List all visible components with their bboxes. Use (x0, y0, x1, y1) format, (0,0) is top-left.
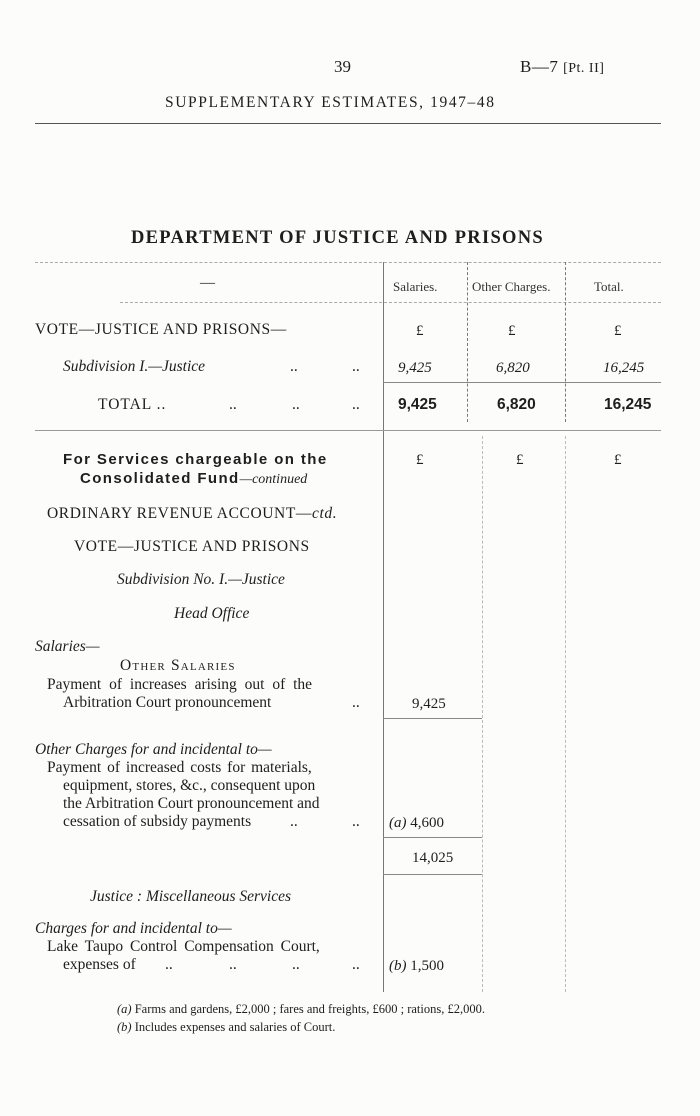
department-title: DEPARTMENT OF JUSTICE AND PRISONS (131, 228, 544, 248)
leader-dots: .. (352, 358, 360, 375)
summary-vote-title: VOTE—JUSTICE AND PRISONS— (35, 321, 287, 338)
total-total: 16,245 (604, 396, 652, 413)
leader-dots: .. (292, 396, 300, 413)
leader-dots: .. (290, 358, 298, 375)
leader-dots: .. (352, 396, 360, 413)
other-charges-amount (389, 815, 444, 832)
reference-prefix: B—7 (520, 57, 559, 76)
footnote-ref-b: (b) (389, 958, 407, 974)
total-rule (383, 382, 661, 383)
footnote-ref-a: (a) (389, 815, 407, 831)
account-ctd: ctd. (312, 505, 338, 522)
leader-dots: .. (352, 813, 360, 830)
subtotal-underline (383, 874, 482, 875)
other-charges-line2: equipment, stores, &c., consequent upon (63, 777, 316, 794)
running-title: SUPPLEMENTARY ESTIMATES, 1947–48 (165, 94, 496, 111)
document-reference (520, 57, 604, 77)
footnote-b (117, 1020, 335, 1035)
misc-value: 1,500 (410, 958, 444, 974)
other-charges-value: 4,600 (410, 815, 444, 831)
column-divider-lower-1 (482, 436, 483, 992)
col-head-salaries: Salaries. (393, 279, 438, 294)
page-number: 39 (334, 57, 351, 76)
footnote-a-text: Farms and gardens, £2,000 ; fares and freights, £600 ; rations, £2,000. (134, 1002, 485, 1016)
column-divider-total (565, 262, 566, 422)
leader-dots: .. (165, 956, 173, 973)
detail-subdivision: Subdivision No. I.—Justice (117, 571, 285, 588)
misc-item-line1: Lake Taupo Control Compensation Court, (47, 938, 320, 955)
leader-dots: .. (229, 956, 237, 973)
consolidated-fund: Consolidated Fund (80, 470, 240, 487)
table-top-rule (35, 262, 661, 263)
salaries-underline (383, 718, 482, 719)
other-charges-line3: the Arbitration Court pronouncement and (63, 795, 320, 812)
col-head-total: Total. (594, 279, 624, 294)
currency-salaries: £ (416, 323, 424, 339)
summary-subdivision-label: Subdivision I.—Justice (63, 358, 206, 375)
reference-part: [Pt. II] (563, 61, 605, 76)
misc-heading: Justice : Miscellaneous Services (90, 888, 291, 905)
column-divider-other (467, 262, 468, 422)
detail-vote-title: VOTE—JUSTICE AND PRISONS (74, 538, 310, 555)
detail-currency-other: £ (516, 452, 524, 468)
subdivision-salaries: 9,425 (398, 360, 432, 376)
detail-currency-salaries: £ (416, 452, 424, 468)
account-title (47, 505, 337, 523)
leader-dots: .. (352, 956, 360, 973)
other-charges-line4: cessation of subsidy payments (63, 813, 252, 830)
footnote-a (117, 1002, 485, 1017)
detail-heading-line2 (80, 470, 307, 488)
other-salaries-heading: Other Salaries (120, 657, 236, 674)
total-other-charges: 6,820 (497, 396, 536, 413)
leader-dots: .. (352, 694, 360, 711)
account-title-text: ORDINARY REVENUE ACCOUNT— (47, 505, 313, 522)
continued-note: —continued (239, 472, 308, 487)
salaries-label: Salaries— (35, 638, 100, 655)
footnote-b-mark: (b) (117, 1020, 132, 1034)
misc-item-line2: expenses of (63, 956, 136, 973)
summary-total-label: TOTAL .. (98, 396, 167, 413)
detail-currency-total: £ (614, 452, 622, 468)
salaries-value: 9,425 (412, 696, 446, 712)
col-head-other-charges: Other Charges. (472, 279, 551, 294)
salaries-item-line2: Arbitration Court pronouncement (63, 694, 272, 711)
other-charges-label: Other Charges for and incidental to— (35, 741, 272, 758)
salaries-item-line1: Payment of increases arising out of the (47, 676, 313, 693)
header-rule (35, 123, 661, 124)
section-rule (35, 430, 661, 431)
other-charges-line1: Payment of increased costs for materials, (47, 759, 312, 776)
total-salaries: 9,425 (398, 396, 437, 413)
subdivision-other-charges: 6,820 (496, 360, 530, 376)
leader-dots: .. (229, 396, 237, 413)
subtotal-rule (383, 837, 482, 838)
subtotal-value: 14,025 (412, 850, 454, 866)
column-divider-lower-2 (565, 436, 566, 992)
misc-charges-label: Charges for and incidental to— (35, 920, 232, 937)
currency-total: £ (614, 323, 622, 339)
column-divider-salaries (383, 262, 384, 992)
leader-dots: .. (290, 813, 298, 830)
currency-other: £ (508, 323, 516, 339)
footnote-a-mark: (a) (117, 1002, 132, 1016)
footnote-b-text: Includes expenses and salaries of Court. (134, 1020, 336, 1034)
stub-head: — (200, 275, 215, 291)
subdivision-total: 16,245 (603, 360, 645, 376)
head-office: Head Office (174, 605, 250, 622)
column-head-rule (120, 302, 661, 303)
misc-amount (389, 958, 444, 975)
leader-dots: .. (292, 956, 300, 973)
detail-heading-line1: For Services chargeable on the (63, 451, 328, 468)
